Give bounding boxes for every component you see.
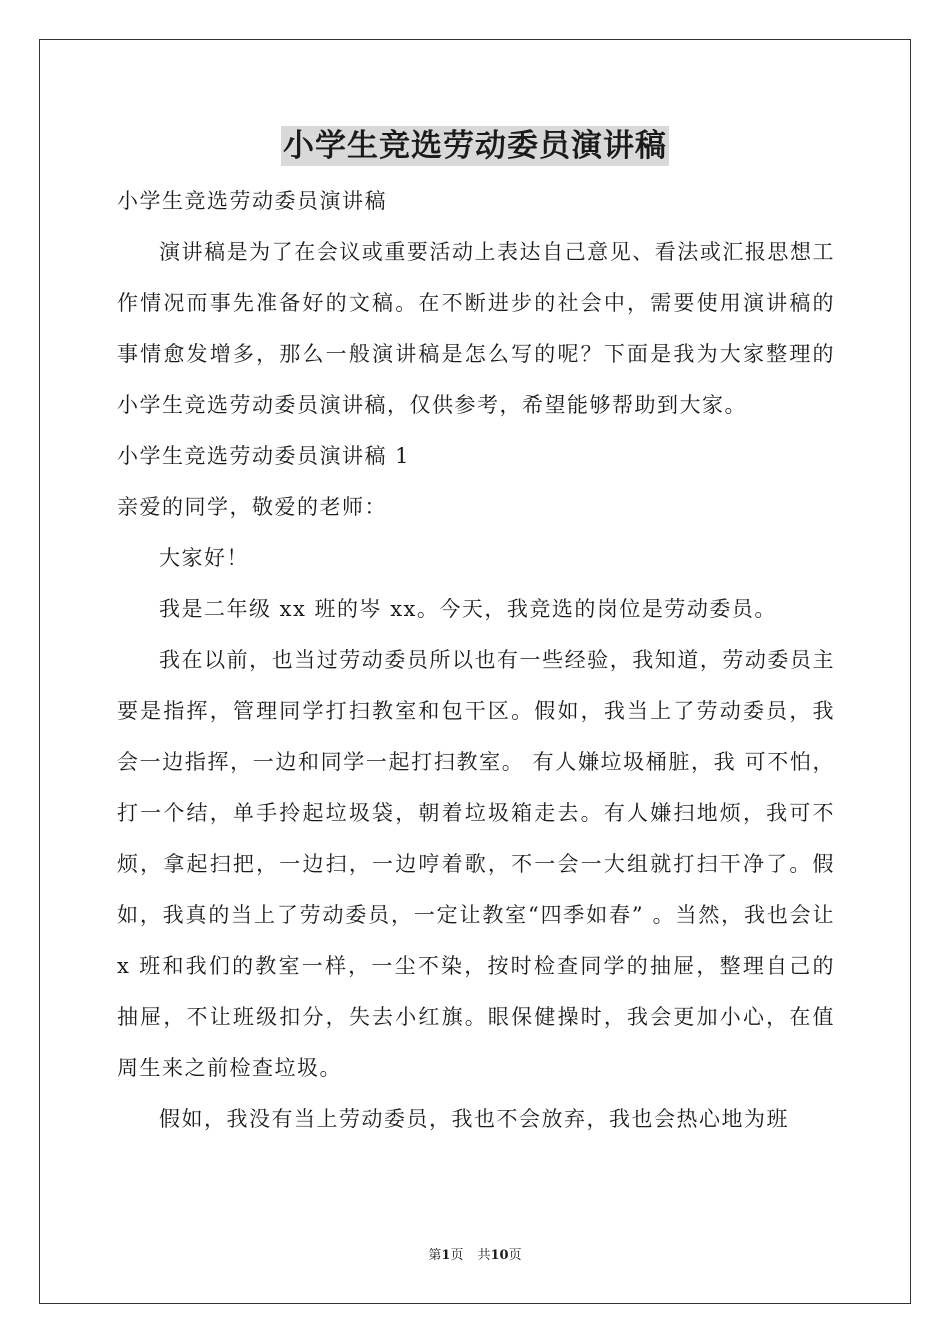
total-label-prefix: 共 — [477, 1248, 491, 1263]
paragraph: 小学生竞选劳动委员演讲稿 — [117, 189, 387, 213]
title-container — [0, 126, 950, 166]
paragraph: 我在以前，也当过劳动委员所以也有一些经验，我知道，劳动委员主要是指挥，管理同学打扫教室和包干区。假如，我当上了劳动委员，我会一边指挥，一边和同学一起打扫教室。 有人嫌垃圾桶脏，我 可不怕，打一个结，单手拎起垃圾袋，朝着垃圾箱走去。有人嫌扫地烦，我可不烦，拿起扫把，一边扫，一边哼着歌，不一会一大组就打扫干净了。假如，我真的当上了劳动委员，一定让教室“四季如春” 。当然，我也会让 x 班和我们的教室一样，一尘不染，按时检查同学的抽屉，整理自己的抽屉，不让班级扣分，失去小红旗。眼保健操时，我会更加小心，在值周生来之前检查垃圾。 — [117, 648, 835, 1080]
page-footer — [0, 1246, 950, 1266]
page-number: 1 — [441, 1248, 451, 1263]
paragraph: 小学生竞选劳动委员演讲稿 1 — [117, 444, 411, 468]
document-title: 小学生竞选劳动委员演讲稿 — [283, 128, 667, 164]
paragraph: 我是二年级 xx 班的岑 xx。今天，我竞选的岗位是劳动委员。 — [159, 597, 777, 621]
paragraph: 演讲稿是为了在会议或重要活动上表达自己意见、看法或汇报思想工作情况而事先准备好的文稿。在不断进步的社会中，需要使用演讲稿的事情愈发增多，那么一般演讲稿是怎么写的呢？下面是我为大家整理的小学生竞选劳动委员演讲稿，仅供参考，希望能够帮助到大家。 — [117, 240, 835, 417]
paragraph: 假如，我没有当上劳动委员，我也不会放弃，我也会热心地为班 — [159, 1107, 789, 1131]
total-label-suffix: 页 — [508, 1248, 522, 1263]
total-pages: 10 — [490, 1248, 509, 1263]
page-label-suffix: 页 — [450, 1248, 464, 1263]
paragraph: 亲爱的同学，敬爱的老师： — [117, 495, 387, 519]
paragraph: 大家好！ — [159, 546, 249, 570]
page-label-prefix: 第 — [428, 1248, 442, 1263]
document-body — [117, 176, 835, 1145]
